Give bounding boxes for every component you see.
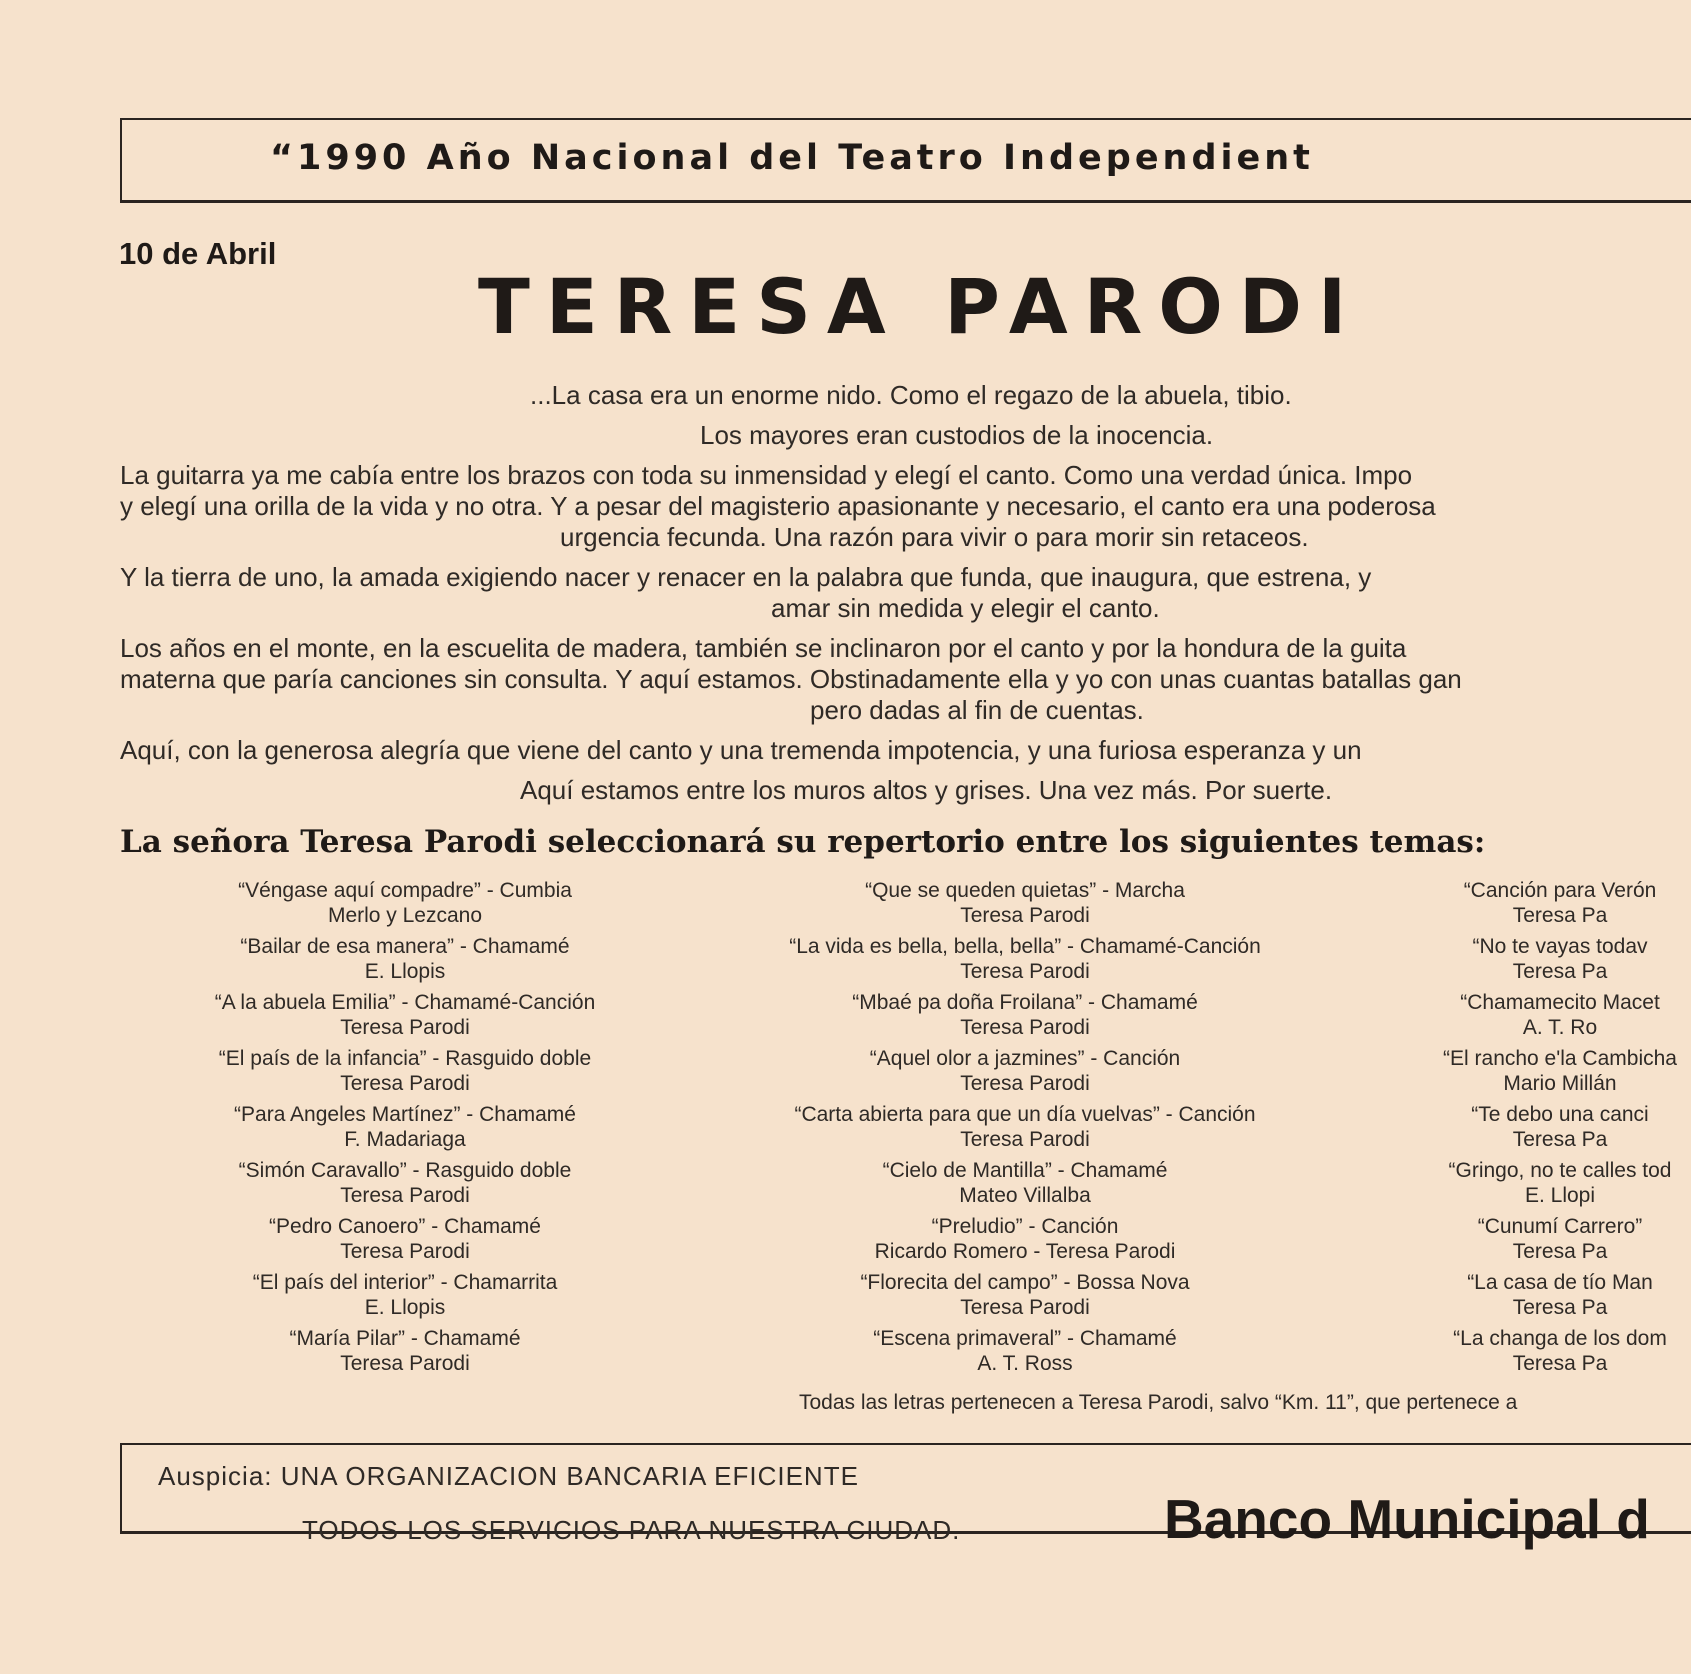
song-entry	[140, 934, 670, 990]
song-author: Teresa Parodi	[340, 1072, 470, 1095]
sponsor-line-2: TODOS LOS SERVICIOS PARA NUESTRA CIUDAD.	[302, 1515, 961, 1545]
song-title: “El rancho e'la Cambicha	[1443, 1047, 1677, 1070]
repertoire-column-3	[1380, 878, 1691, 1382]
song-title: “María Pilar” - Chamamé	[289, 1327, 521, 1350]
prose-line: Los mayores eran custodios de la inocencia.	[700, 420, 1214, 450]
event-date: 10 de Abril	[119, 236, 277, 271]
repertoire-column-1	[140, 878, 670, 1382]
song-author: Teresa Pa	[1512, 1128, 1608, 1151]
prose-line: materna que paría canciones sin consulta. Y aquí estamos. Obstinadamente ella y yo con unas cuantas batallas gan	[120, 664, 1462, 694]
song-title: “La changa de los dom	[1453, 1327, 1667, 1350]
song-title: “Chamamecito Macet	[1460, 991, 1660, 1014]
song-title: “La vida es bella, bella, bella” - Chamamé-Canción	[789, 935, 1261, 958]
prose-line: La guitarra ya me cabía entre los brazos con toda su inmensidad y elegí el canto. Como una verdad única. Impo	[120, 460, 1413, 490]
song-entry	[1380, 1214, 1691, 1270]
song-entry	[140, 1270, 670, 1326]
song-entry	[140, 1214, 670, 1270]
song-author: Teresa Pa	[1512, 1352, 1608, 1375]
song-title: “Mbaé pa doña Froilana” - Chamamé	[852, 991, 1198, 1014]
song-title: “Florecita del campo” - Bossa Nova	[860, 1271, 1190, 1294]
song-title: “Cunumí Carrero”	[1477, 1215, 1643, 1238]
repertoire-column-2	[745, 878, 1305, 1382]
song-entry	[1380, 878, 1691, 934]
song-title: “El país de la infancia” - Rasguido doble	[218, 1047, 592, 1070]
sponsor-line-1: Auspicia: UNA ORGANIZACION BANCARIA EFICIENTE	[158, 1461, 859, 1491]
sponsor-box	[120, 1443, 1691, 1550]
lyrics-footnote: Todas las letras pertenecen a Teresa Parodi, salvo “Km. 11”, que pertenece a	[799, 1391, 1518, 1414]
song-entry	[745, 1214, 1305, 1270]
song-title: “El país del interior” - Chamarrita	[252, 1271, 558, 1294]
song-entry	[745, 1102, 1305, 1158]
song-author: Mario Millán	[1503, 1072, 1617, 1095]
song-entry	[1380, 934, 1691, 990]
song-author: Mateo Villalba	[959, 1184, 1091, 1207]
song-author: A. T. Ro	[1522, 1016, 1598, 1039]
song-title: “Aquel olor a jazmines” - Canción	[869, 1047, 1181, 1070]
prose-line: Aquí estamos entre los muros altos y grises. Una vez más. Por suerte.	[520, 775, 1333, 805]
song-entry	[140, 1046, 670, 1102]
song-title: “Gringo, no te calles tod	[1448, 1159, 1672, 1182]
song-author: Teresa Pa	[1512, 1240, 1608, 1263]
song-entry	[745, 1270, 1305, 1326]
song-title: “A la abuela Emilia” - Chamamé-Canción	[214, 991, 596, 1014]
song-author: Teresa Pa	[1512, 1296, 1608, 1319]
song-author: Teresa Pa	[1512, 904, 1608, 927]
song-title: “Te debo una canci	[1471, 1103, 1649, 1126]
song-entry	[745, 1326, 1305, 1382]
song-title: “Que se queden quietas” - Marcha	[865, 879, 1185, 902]
song-title: “Pedro Canoero” - Chamamé	[269, 1215, 541, 1238]
song-entry	[1380, 1326, 1691, 1382]
song-entry	[745, 990, 1305, 1046]
repertoire-heading: La señora Teresa Parodi seleccionará su repertorio entre los siguientes temas:	[120, 824, 1486, 860]
song-title: “Para Angeles Martínez” - Chamamé	[234, 1103, 576, 1126]
bank-name: Banco Municipal d	[1164, 1488, 1650, 1550]
song-author: Teresa Parodi	[960, 1128, 1090, 1151]
song-entry	[140, 1158, 670, 1214]
song-entry	[745, 1046, 1305, 1102]
song-author: Teresa Parodi	[960, 1296, 1090, 1319]
prose-line: y elegí una orilla de la vida y no otra. Y a pesar del magisterio apasionante y necesario, el canto era una poderosa	[120, 491, 1436, 521]
prose-line: Y la tierra de uno, la amada exigiendo nacer y renacer en la palabra que funda, que inaugura, que estrena, y	[120, 562, 1372, 592]
song-author: Teresa Parodi	[340, 1016, 470, 1039]
song-entry	[140, 878, 670, 934]
header-banner	[120, 118, 1691, 203]
song-author: F. Madariaga	[344, 1128, 466, 1151]
song-author: E. Llopis	[364, 960, 446, 983]
song-entry	[140, 1102, 670, 1158]
song-entry	[1380, 990, 1691, 1046]
song-author: Teresa Parodi	[960, 1016, 1090, 1039]
song-entry	[1380, 1270, 1691, 1326]
song-title: “La casa de tío Man	[1467, 1271, 1653, 1294]
song-title: “No te vayas todav	[1472, 935, 1648, 958]
prose-line: urgencia fecunda. Una razón para vivir o para morir sin retaceos.	[560, 522, 1309, 552]
song-title: “Cielo de Mantilla” - Chamamé	[882, 1159, 1168, 1182]
song-author: Teresa Parodi	[960, 960, 1090, 983]
song-author: Teresa Parodi	[960, 904, 1090, 927]
song-title: “Simón Caravallo” - Rasguido doble	[238, 1159, 572, 1182]
song-author: Teresa Pa	[1512, 960, 1608, 983]
prose-line: ...La casa era un enorme nido. Como el regazo de la abuela, tibio.	[530, 380, 1292, 410]
song-author: E. Llopi	[1524, 1184, 1596, 1207]
song-title: “Véngase aquí compadre” - Cumbia	[238, 879, 572, 902]
song-title: “Canción para Verón	[1463, 879, 1657, 902]
prose-line: Aquí, con la generosa alegría que viene del canto y una tremenda impotencia, y una furiosa esperanza y un	[120, 735, 1362, 765]
song-author: Teresa Parodi	[340, 1352, 470, 1375]
song-author: Teresa Parodi	[340, 1184, 470, 1207]
prose-line: Los años en el monte, en la escuelita de madera, también se inclinaron por el canto y por la hondura de la guita	[120, 633, 1407, 663]
song-author: Teresa Parodi	[340, 1240, 470, 1263]
song-entry	[140, 1326, 670, 1382]
song-entry	[1380, 1102, 1691, 1158]
song-entry	[745, 1158, 1305, 1214]
song-entry	[745, 934, 1305, 990]
song-entry	[1380, 1158, 1691, 1214]
prose-line: amar sin medida y elegir el canto.	[771, 593, 1160, 623]
song-entry	[140, 990, 670, 1046]
artist-name: TERESA PARODI	[478, 262, 1363, 351]
song-author: E. Llopis	[364, 1296, 446, 1319]
song-title: “Escena primaveral” - Chamamé	[873, 1327, 1177, 1350]
song-title: “Carta abierta para que un día vuelvas” - Canción	[794, 1103, 1256, 1126]
song-entry	[745, 878, 1305, 934]
song-title: “Preludio” - Canción	[931, 1215, 1119, 1238]
song-author: Merlo y Lezcano	[327, 904, 483, 927]
song-author: Ricardo Romero - Teresa Parodi	[874, 1240, 1176, 1263]
song-title: “Bailar de esa manera” - Chamamé	[240, 935, 570, 958]
song-entry	[1380, 1046, 1691, 1102]
banner-title: “1990 Año Nacional del Teatro Independient	[270, 138, 1314, 178]
prose-line: pero dadas al fin de cuentas.	[810, 695, 1144, 725]
song-author: Teresa Parodi	[960, 1072, 1090, 1095]
song-author: A. T. Ross	[977, 1352, 1073, 1375]
